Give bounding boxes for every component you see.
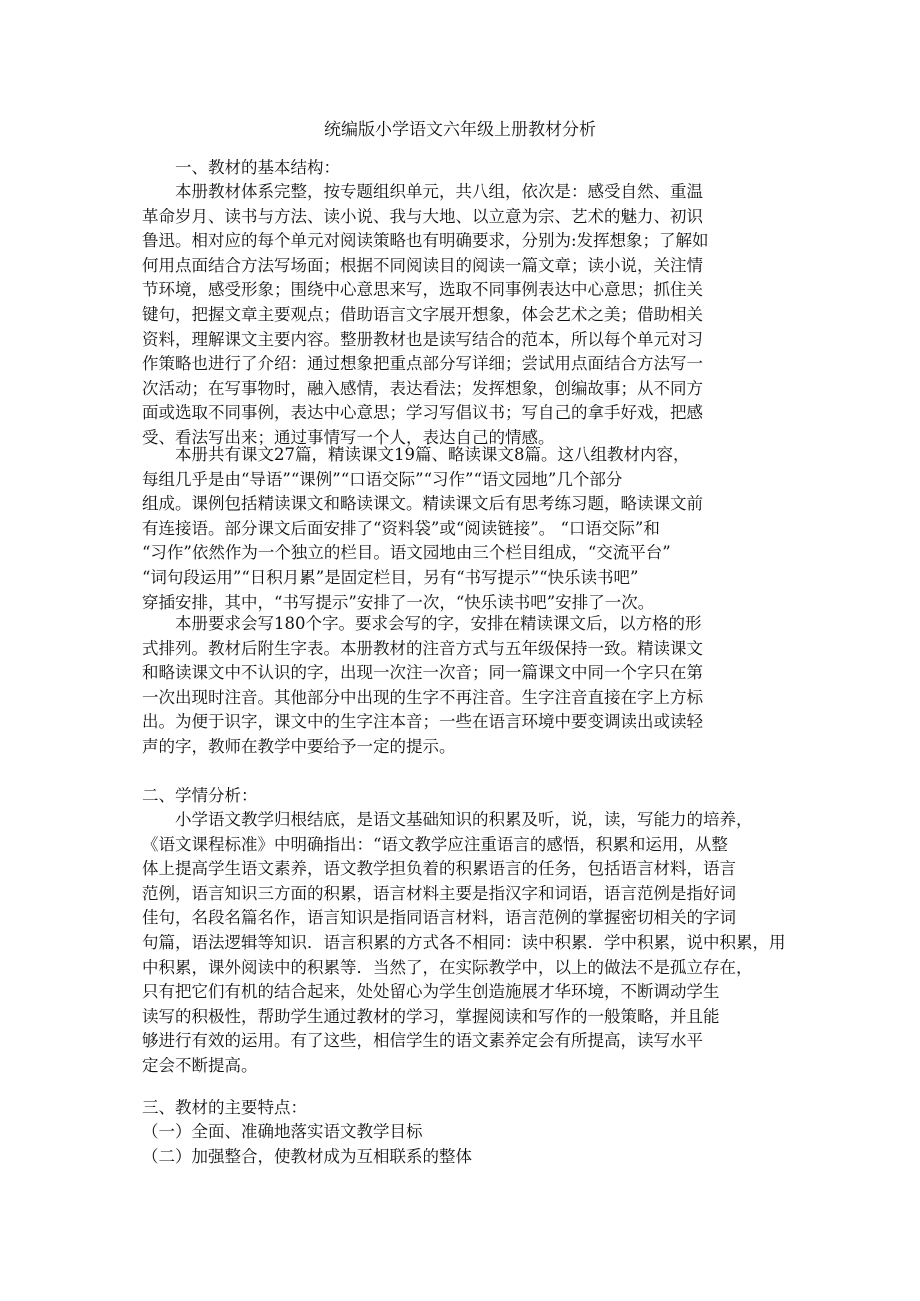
section-3-list — [142, 1120, 782, 1169]
text-line: 作策略也进行了介绍：通过想象把重点部分写详细；尝试用点面结合方法写一 — [142, 354, 703, 374]
section-1-paragraph-3 — [142, 612, 782, 760]
text-line: 有连接语。部分课文后面安排了“资料袋”或“阅读链接”。 “口语交际”和 — [142, 518, 660, 538]
text-line: 体上提高学生语文素养，语文教学担负着的积累语言的任务，包括语言材料，语言 — [142, 859, 736, 879]
text-line: 范例，语言知识三方面的积累，语言材料主要是指汉字和词语，语言范例是指好词 — [142, 883, 736, 903]
text-line: 穿插安排，其中，“书写提示”安排了一次，“快乐读书吧”安排了一次。 — [142, 592, 655, 612]
text-line: 中积累，课外阅读中的积累等．当然了，在实际教学中，以上的做法不是孤立存在， — [142, 957, 753, 977]
document-title: 统编版小学语文六年级上册教材分析 — [324, 120, 596, 140]
text-line: 《语文课程标准》中明确指出：“语文教学应注重语言的感悟，积累和运用，从整 — [142, 834, 728, 854]
text-line: 读写的积极性，帮助学生通过教材的学习，掌握阅读和写作的一般策略，并且能 — [142, 1006, 720, 1026]
text-line: 革命岁月、读书与方法、读小说、我与大地、以立意为宗、艺术的魅力、初识 — [142, 206, 703, 226]
list-item: （二）加强整合，使教材成为互相联系的整体 — [142, 1146, 472, 1166]
text-line: 式排列。教材后附生字表。本册教材的注音方式与五年级保持一致。精读课文 — [142, 638, 703, 658]
section-2-paragraph-1 — [142, 808, 786, 1079]
section-1-heading — [142, 156, 340, 180]
text-line: 出。为便于识字，课文中的生字注本音；一些在语言环境中要变调读出或读轻 — [142, 712, 703, 732]
text-line: 何用点面结合方法写场面；根据不同阅读目的阅读一篇文章；读小说，关注情 — [142, 255, 703, 275]
text-line: 面或选取不同事例，表达中心意思；学习写倡议书；写自己的拿手好戏，把感 — [142, 403, 703, 423]
text-line: 本册共有课文27篇，精读课文19篇、略读课文8篇。这八组教材内容， — [175, 445, 690, 464]
text-line: 键句，把握文章主要观点；借助语言文字展开想象，体会艺术之美；借助相关 — [142, 304, 703, 324]
section-1-paragraph-1 — [142, 180, 782, 451]
text-line: 句篇，语法逻辑等知识．语言积累的方式各不相同：读中积累．学中积累，说中积累，用 — [142, 932, 786, 952]
text-line: 本册教材体系完整，按专题组织单元，共八组，依次是：感受自然、重温 — [175, 182, 703, 201]
text-line: 受、看法写出来；通过事情写一个人，表达自己的情感。 — [142, 427, 555, 447]
section-2-heading: 二、学情分析： — [142, 786, 258, 805]
text-line: 一次出现时注音。其他部分中出现的生字不再注音。生字注音直接在字上方标 — [142, 687, 703, 707]
list-item: （一）全面、准确地落实语文教学目标 — [142, 1122, 423, 1141]
text-line: 次活动；在写事物时，融入感情，表达看法；发挥想象，创编故事；从不同方 — [142, 378, 703, 398]
text-line: 够进行有效的运用。有了这些，相信学生的语文素养定会有所提高，读写水平 — [142, 1031, 703, 1051]
text-line: 和略读课文中不认识的字，出现一次注一次音；同一篇课文中同一个字只在第 — [142, 663, 703, 683]
text-line: 只有把它们有机的结合起来，处处留心为学生创造施展才华环境，不断调动学生 — [142, 982, 720, 1002]
text-line: 佳句，名段名篇名作，语言知识是指同语言材料，语言范例的掌握密切相关的字词 — [142, 908, 736, 928]
text-line: 组成。课例包括精读课文和略读课文。精读课文后有思考练习题，略读课文前 — [142, 494, 703, 514]
text-line: 声的字，教师在教学中要给予一定的提示。 — [142, 736, 456, 756]
text-line: 本册要求会写180个字。要求会写的字，安排在精读课文后，以方格的形 — [175, 614, 702, 633]
section-1-paragraph-2 — [142, 443, 782, 615]
section-3-heading: 三、教材的主要特点： — [142, 1098, 307, 1117]
text-line: “词句段运用”“日积月累”是固定栏目，另有“书写提示”“快乐读书吧” — [142, 567, 639, 587]
text-line: 定会不断提高。 — [142, 1055, 258, 1075]
text-line: 小学语文教学归根结底，是语文基础知识的积累及听，说，读，写能力的培养， — [175, 810, 753, 829]
section-1-heading-text: 一、教材的基本结构： — [175, 158, 340, 177]
text-line: 节环境，感受形象；围绕中心意思来写，选取不同事例表达中心意思；抓住关 — [142, 280, 703, 300]
text-line: 资料，理解课文主要内容。整册教材也是读写结合的范本，所以每个单元对习 — [142, 329, 703, 349]
text-line: 鲁迅。相对应的每个单元对阅读策略也有明确要求，分别为:发挥想象；了解如 — [142, 231, 709, 251]
text-line: 每组几乎是由“导语”“课例”“口语交际”“习作”“语文园地”几个部分 — [142, 469, 623, 489]
text-line: “习作”依然作为一个独立的栏目。语文园地由三个栏目组成，“交流平台” — [142, 543, 671, 563]
